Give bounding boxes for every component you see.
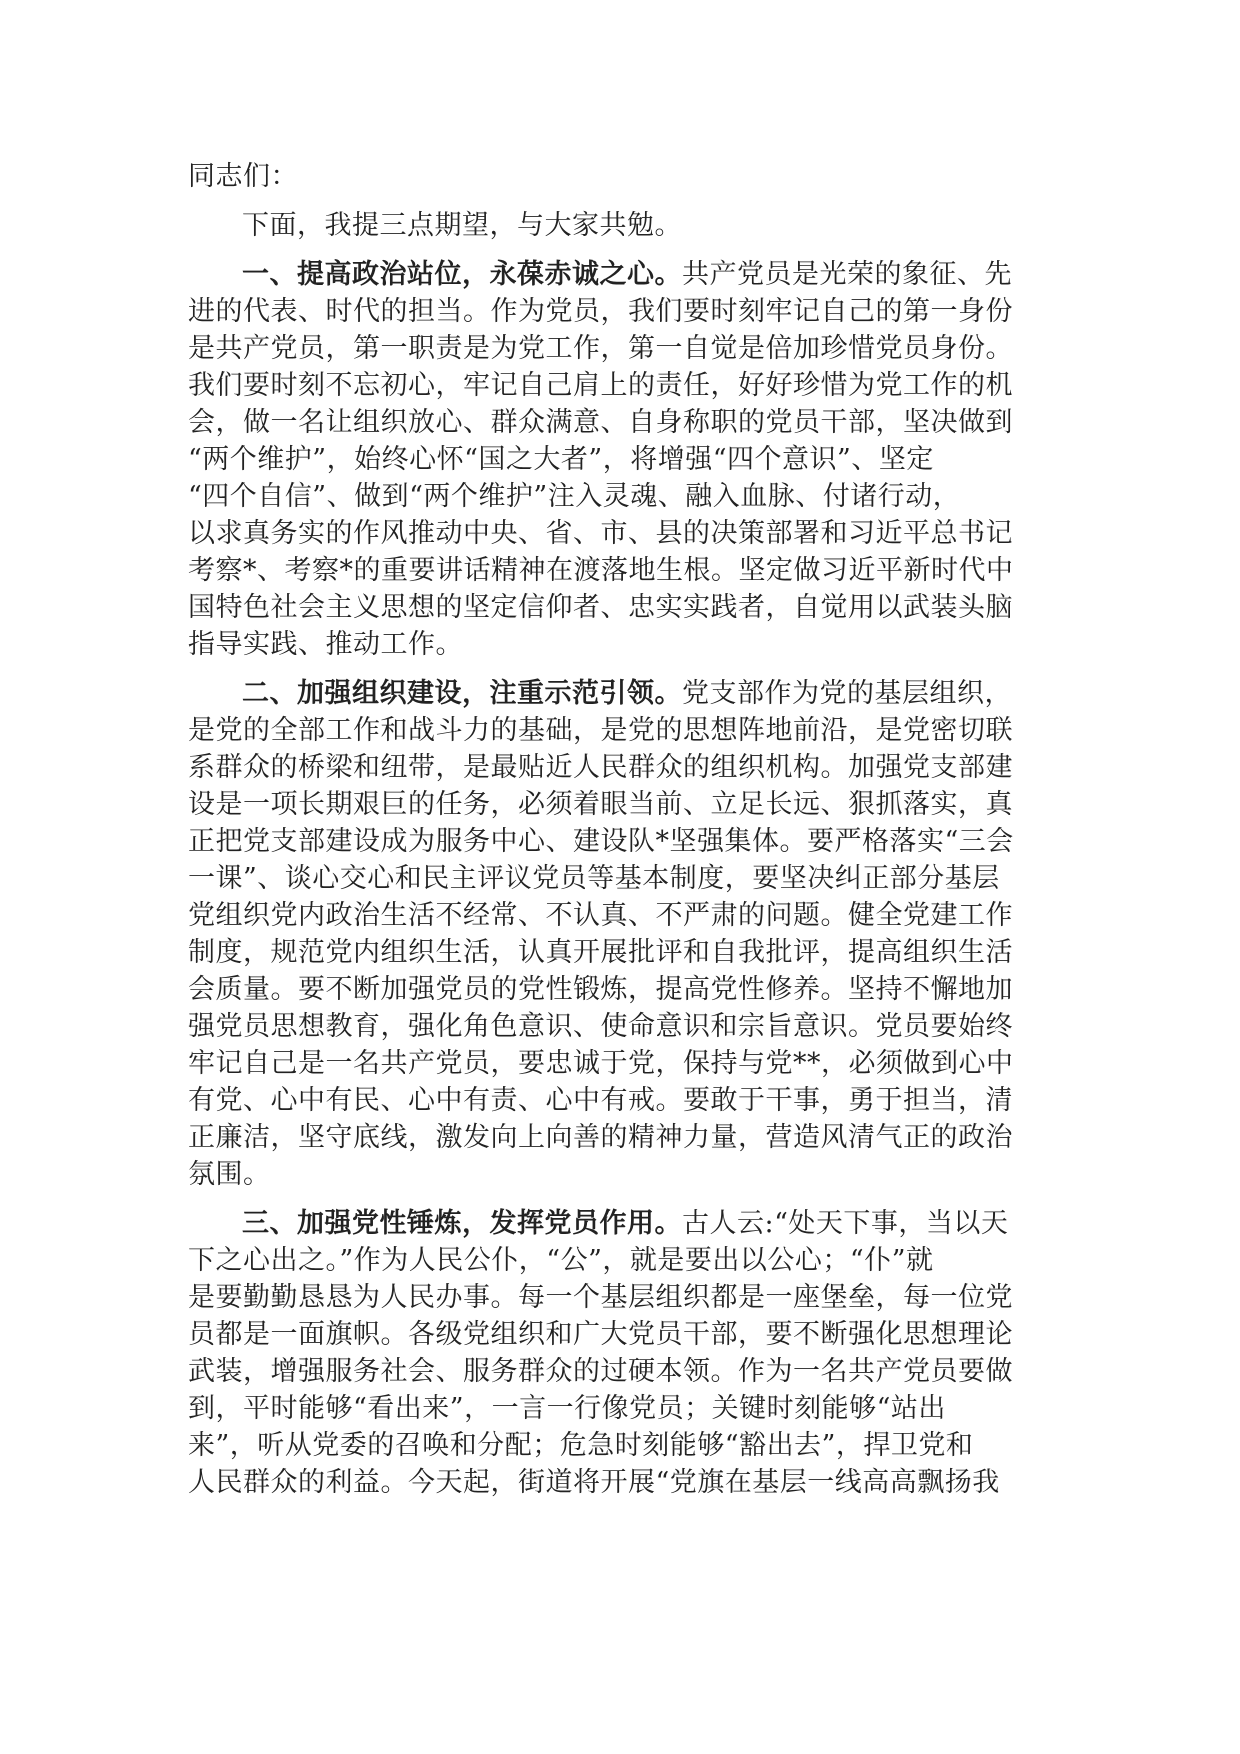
body-line: 牢记自己是一名共产党员，要忠诚于党，保持与党**，必须做到心中 — [188, 1048, 1014, 1079]
body-line: 是共产党员，第一职责是为党工作，第一自觉是倍加珍惜党员身份。 — [188, 333, 1013, 364]
section-heading: 三、加强党性锤炼，发挥党员作用。 — [242, 1208, 682, 1239]
body-line: 武装，增强服务社会、服务群众的过硬本领。作为一名共产党员要做 — [188, 1356, 1013, 1387]
section-2 — [188, 675, 1058, 1193]
body-line: 正廉洁，坚守底线，激发向上向善的精神力量，营造风清气正的政治 — [188, 1122, 1013, 1153]
body-line: “四个自信”、做到“两个维护”注入灵魂、融入血脉、付诸行动， — [188, 481, 961, 512]
body-line: 以求真务实的作风推动中央、省、市、县的决策部署和习近平总书记 — [188, 518, 1013, 549]
body-line: 制度，规范党内组织生活，认真开展批评和自我批评，提高组织生活 — [188, 937, 1013, 968]
body-line: 氛围。 — [188, 1159, 271, 1190]
body-line: 有党、心中有民、心中有责、心中有戒。要敢于干事，勇于担当，清 — [188, 1085, 1013, 1116]
body-line: 进的代表、时代的担当。作为党员，我们要时刻牢记自己的第一身份 — [188, 296, 1013, 327]
body-line: 强党员思想教育，强化角色意识、使命意识和宗旨意识。党员要始终 — [188, 1011, 1013, 1042]
body-line: 下之心出之。”作为人民公仆，“公”，就是要出以公心；“仆”就 — [188, 1245, 934, 1276]
body-line: 我们要时刻不忘初心，牢记自己肩上的责任，好好珍惜为党工作的机 — [188, 370, 1013, 401]
body-line: 会，做一名让组织放心、群众满意、自身称职的党员干部，坚决做到 — [188, 407, 1013, 438]
body-line: “两个维护”，始终心怀“国之大者”，将增强“四个意识”、坚定 — [188, 444, 934, 475]
salutation: 同志们： — [188, 161, 298, 192]
document-page — [188, 158, 1058, 1501]
body-line: 是党的全部工作和战斗力的基础，是党的思想阵地前沿，是党密切联 — [188, 715, 1013, 746]
intro-paragraph: 下面，我提三点期望，与大家共勉。 — [242, 210, 682, 241]
body-line: 指导实践、推动工作。 — [188, 629, 463, 660]
body-line: 考察*、考察*的重要讲话精神在渡落地生根。坚定做习近平新时代中 — [188, 555, 1014, 586]
section-1 — [188, 256, 1058, 663]
body-line: 正把党支部建设成为服务中心、建设队*坚强集体。要严格落实“三会 — [188, 826, 1014, 857]
body-line: 是要勤勤恳恳为人民办事。每一个基层组织都是一座堡垒，每一位党 — [188, 1282, 1013, 1313]
body-line: 国特色社会主义思想的坚定信仰者、忠实实践者，自觉用以武装头脑 — [188, 592, 1013, 623]
body-text: 党支部作为党的基层组织， — [682, 678, 1012, 709]
body-text: 共产党员是光荣的象征、先 — [682, 259, 1012, 290]
body-line: 人民群众的利益。今天起，街道将开展“党旗在基层一线高高飘扬我 — [188, 1467, 1000, 1498]
body-line: 系群众的桥梁和纽带，是最贴近人民群众的组织机构。加强党支部建 — [188, 752, 1013, 783]
section-heading: 一、提高政治站位，永葆赤诚之心。 — [242, 259, 682, 290]
body-line: 来”，听从党委的召唤和分配；危急时刻能够“豁出去”，捍卫党和 — [188, 1430, 974, 1461]
body-line: 设是一项长期艰巨的任务，必须着眼当前、立足长远、狠抓落实，真 — [188, 789, 1013, 820]
body-line: 员都是一面旗帜。各级党组织和广大党员干部，要不断强化思想理论 — [188, 1319, 1013, 1350]
body-line: 一课”、谈心交心和民主评议党员等基本制度，要坚决纠正部分基层 — [188, 863, 1000, 894]
body-text: 古人云:“处天下事，当以天 — [682, 1208, 1009, 1239]
section-3 — [188, 1205, 1058, 1501]
section-heading: 二、加强组织建设，注重示范引领。 — [242, 678, 682, 709]
body-line: 会质量。要不断加强党员的党性锻炼，提高党性修养。坚持不懈地加 — [188, 974, 1013, 1005]
body-line: 到，平时能够“看出来”，一言一行像党员；关键时刻能够“站出 — [188, 1393, 946, 1424]
body-line: 党组织党内政治生活不经常、不认真、不严肃的问题。健全党建工作 — [188, 900, 1013, 931]
